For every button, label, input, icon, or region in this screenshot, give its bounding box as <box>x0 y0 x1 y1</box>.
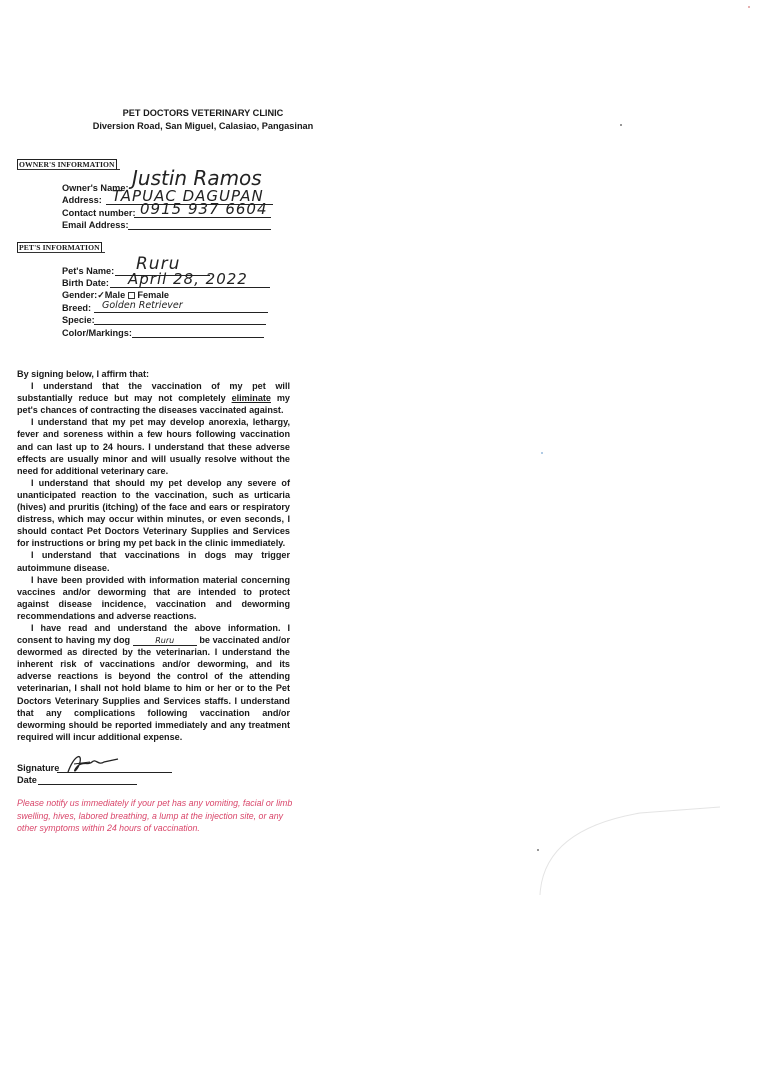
owner-email-label: Email Address: <box>62 220 129 230</box>
affirm-paragraph-6: I have read and understand the above information. I consent to having my dog Ruru be vaccinated and/or dewormed as directed by the veterinarian. I understand the inherent risk of vaccinations and/or deworming, and its adverse reactions is beyond the control of the attending veterinarian, I shall not hold blame to him or her or to the Pet Doctors Veterinary Supplies and Services staffs. I understand that any complications following vaccination and/or deworming should be reported immediately and any treatment required will incur additional expense. <box>17 622 290 742</box>
clinic-name: PET DOCTORS VETERINARY CLINIC <box>122 108 284 118</box>
affirm-paragraph-4: I understand that vaccinations in dogs may trigger autoimmune disease. <box>17 550 290 573</box>
affirm-paragraph-5: I have been provided with information material concerning vaccines and/or deworming that are intended to protect against disease incidence, vaccination and deworming recommendations and adverse reactions. <box>17 574 290 621</box>
owner-address-value: TAPUAC DAGUPAN <box>112 187 264 205</box>
pet-specie-label: Specie: <box>62 315 95 325</box>
pet-birth-value: April 28, 2022 <box>128 270 248 288</box>
pet-gender-label: Gender: <box>62 290 98 300</box>
pet-name-label: Pet's Name: <box>62 266 115 276</box>
pet-breed-label: Breed: <box>62 303 92 313</box>
clinic-header <box>38 107 368 133</box>
consent-dog-name: Ruru <box>133 636 197 646</box>
scan-speck <box>620 124 622 126</box>
owner-contact-value: 0915 937 6604 <box>140 200 268 218</box>
owner-name-value: Justin Ramos <box>132 166 262 190</box>
pet-color-label: Color/Markings: <box>62 328 132 338</box>
eliminate-word: eliminate <box>231 393 271 404</box>
pet-specie-line <box>94 314 266 325</box>
pet-birth-label: Birth Date: <box>62 278 109 288</box>
owner-section-rule <box>17 169 120 170</box>
pet-gender-male: Male <box>104 290 126 300</box>
pet-name-value: Ruru <box>136 254 181 274</box>
pet-color-line <box>132 327 264 338</box>
owner-contact-label: Contact number: <box>62 208 136 218</box>
pet-section-rule <box>17 252 105 253</box>
pet-breed-value: Golden Retriever <box>102 300 183 311</box>
date-line <box>38 774 137 785</box>
female-checkbox <box>128 292 135 299</box>
aftercare-note: Please notify us immediately if your pet has any vomiting, facial or limb swelling, hives, labored breathing, a lump at the injection site, or any other symptoms within 24 hours of vaccination. <box>17 798 293 833</box>
signature-label: Signature <box>17 763 60 773</box>
owner-address-label: Address: <box>62 195 102 205</box>
affirmation-block <box>17 368 290 743</box>
owner-section-title: OWNER'S INFORMATION <box>19 160 115 169</box>
scan-speck <box>748 6 750 8</box>
affirm-paragraph-1: I understand that the vaccination of my pet will substantially reduce but may not completely eliminate my pet's chances of contracting the diseases vaccinated against. <box>17 381 290 416</box>
owner-email-line <box>128 219 271 230</box>
affirm-intro: By signing below, I affirm that: <box>17 369 150 379</box>
scan-speck <box>541 452 543 454</box>
affirm-paragraph-2: I understand that my pet may develop anorexia, lethargy, fever and soreness within a few hours following vaccination and can last up to 24 hours. I understand that these adverse effects are usually minor and will usually resolve without the need for additional veterinary care. <box>17 417 290 476</box>
pet-section-title: PET'S INFORMATION <box>19 243 100 252</box>
owner-name-label: Owner's Name: <box>62 183 129 193</box>
male-check-mark: ✓ <box>97 290 105 300</box>
clinic-address: Diversion Road, San Miguel, Calasiao, Pangasinan <box>92 121 314 131</box>
date-label: Date <box>17 775 37 785</box>
scan-artifact-curve <box>530 795 730 905</box>
pet-gender-female: Female <box>137 290 170 300</box>
affirm-paragraph-3: I understand that should my pet develop any severe of unanticipated reaction to the vaccination, such as urticaria (hives) and pruritis (itching) of the face and ears or respiratory distress, which may occur within minutes, or even seconds, I should contact Pet Doctors Veterinary Supplies and Services for instructions or bring my pet back in the clinic immediately. <box>17 477 290 549</box>
